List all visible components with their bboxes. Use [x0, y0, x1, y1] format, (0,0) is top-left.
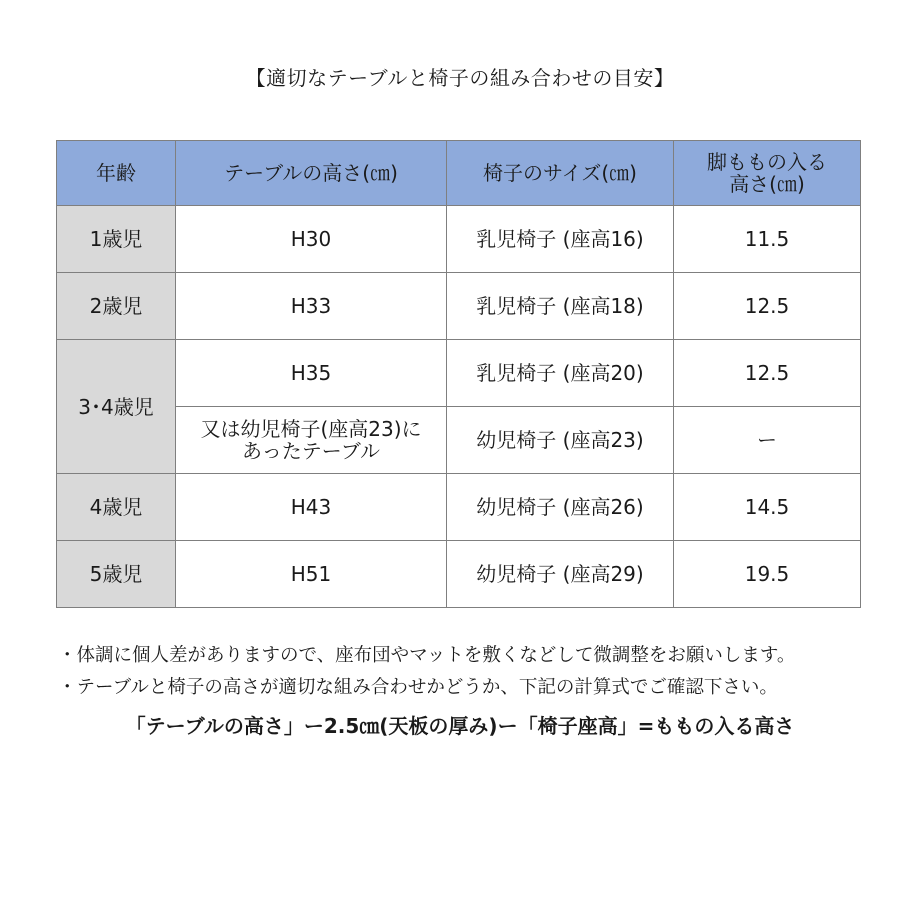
- note-line: ・体調に個人差がありますので、座布団やマットを敷くなどして微調整をお願いします。: [58, 645, 796, 666]
- age-cell: 1歳児: [57, 206, 176, 273]
- chair-size-cell: 乳児椅子 (座高20): [447, 340, 674, 407]
- leg-clearance-cell: 12.5: [674, 273, 861, 340]
- age-cell: 3･4歳児: [57, 340, 176, 474]
- leg-clearance-cell: ー: [674, 407, 861, 474]
- leg-clearance-cell: 12.5: [674, 340, 861, 407]
- chair-size-cell: 幼児椅子 (座高29): [447, 541, 674, 608]
- note-line: ・テーブルと椅子の高さが適切な組み合わせかどうか、下記の計算式でご確認下さい。: [58, 677, 778, 698]
- table-height-cell: H51: [176, 541, 447, 608]
- page-title: 【適切なテーブルと椅子の組み合わせの目安】: [245, 66, 675, 90]
- header-leg-clearance-line2: 高さ(㎝): [729, 172, 805, 196]
- table-row: [57, 407, 861, 474]
- table-height-cell: H33: [176, 273, 447, 340]
- table-row: [57, 273, 861, 340]
- table-height-cell: H35: [176, 340, 447, 407]
- age-cell: 5歳児: [57, 541, 176, 608]
- formula: 「テーブルの高さ」ー2.5㎝(天板の厚み)ー「椅子座高」=ももの入る高さ: [125, 714, 795, 738]
- table-row: [57, 541, 861, 608]
- leg-clearance-cell: 19.5: [674, 541, 861, 608]
- header-age: 年齢: [57, 141, 176, 206]
- chair-size-cell: 乳児椅子 (座高18): [447, 273, 674, 340]
- table-height-cell: H43: [176, 474, 447, 541]
- table-header-row: [57, 141, 861, 206]
- guide-table: [56, 140, 861, 608]
- header-leg-clearance-line1: 脚ももの入る: [707, 150, 827, 174]
- notes: [58, 640, 898, 704]
- table-height-line1: 又は幼児椅子(座高23)に: [200, 417, 422, 441]
- table-height-cell: [176, 407, 447, 474]
- leg-clearance-cell: 11.5: [674, 206, 861, 273]
- chair-size-cell: 乳児椅子 (座高16): [447, 206, 674, 273]
- table-height-line2: あったテーブル: [242, 439, 380, 463]
- table-row: [57, 206, 861, 273]
- table-row: [57, 474, 861, 541]
- header-leg-clearance: [674, 141, 861, 206]
- header-table-height: テーブルの高さ(㎝): [176, 141, 447, 206]
- age-cell: 4歳児: [57, 474, 176, 541]
- leg-clearance-cell: 14.5: [674, 474, 861, 541]
- table-row: [57, 340, 861, 407]
- age-cell: 2歳児: [57, 273, 176, 340]
- table-height-cell: H30: [176, 206, 447, 273]
- chair-size-cell: 幼児椅子 (座高26): [447, 474, 674, 541]
- chair-size-cell: 幼児椅子 (座高23): [447, 407, 674, 474]
- header-chair-size: 椅子のサイズ(㎝): [447, 141, 674, 206]
